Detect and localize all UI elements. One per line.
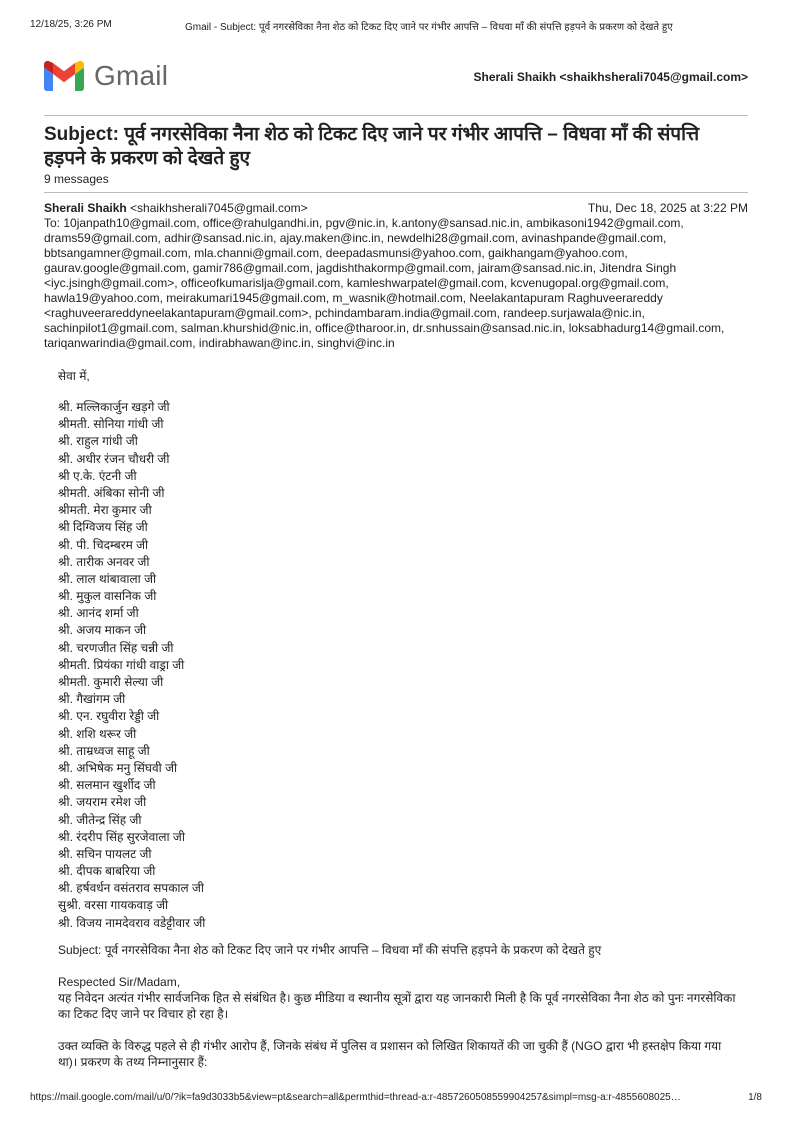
addressee: श्री. गैखांगम जी [58,692,126,707]
addressee: श्री. ताम्रध्वज साहू जी [58,743,150,758]
paragraph-allegations: उक्त व्यक्ति के विरुद्ध पहले से ही गंभीर आरोप हैं, जिनके संबंध में पुलिस व प्रशासन को लिखित शिकायतें की जा चुकी हैं (NGO द्वारा भी हस्तक्षेप किया गया था)। प्रकरण के तथ्य निम्नानुसार हैं: [58,1038,722,1069]
addressee: श्रीमती. सोनिया गांधी जी [58,417,164,432]
addressee: श्री. सचिन पायलट जी [58,846,152,861]
account-identity: Sherali Shaikh <shaikhsherali7045@gmail.com> [473,70,748,84]
addressee: श्री. चरणजीत सिंह चन्नी जी [58,640,174,655]
print-url: https://mail.google.com/mail/u/0/?ik=fa9d3033b5&view=pt&search=all&permthid=thread-a:r-4857260508559904257&simpl=msg-a:r-4855608025… [30,1092,681,1103]
addressee: सुश्री. वरसा गायकवाड़ जी [58,898,169,913]
message-count: 9 messages [44,172,109,186]
message-body [58,368,738,1070]
addressee: श्रीमती. अंबिका सोनी जी [58,485,165,500]
addressee: श्री. मुकुल वासनिक जी [58,589,157,604]
addressee: श्री. सलमान खुर्शीद जी [58,778,156,793]
addressee: श्री. विजय नामदेवराव वडेट्टीवार जी [58,915,206,930]
sender-name: Sherali Shaikh [44,201,127,215]
addressee: श्री. पी. चिदम्बरम जी [58,537,149,552]
addressee: श्री. आनंद शर्मा जी [58,606,139,621]
addressee: श्री. राहुल गांधी जी [58,434,138,449]
body-subject-line: Subject: पूर्व नगरसेविका नैना शेठ को टिकट दिए जाने पर गंभीर आपत्ति – विधवा माँ की संपत्ति हड़पने के प्रकरण को देखते हुए [58,942,602,957]
paragraph-intro: यह निवेदन अत्यंत गंभीर सार्वजनिक हित से संबंधित है। कुछ मीडिया व स्थानीय सूत्रों द्वारा यह जानकारी मिली है कि पूर्व नगरसेविका नैना शेठ को पुनः नगरसेविका का टिकट दिए जाने पर विचार हो रहा है। [58,990,736,1021]
header-divider [44,115,748,116]
thread-subject: Subject: पूर्व नगरसेविका नैना शेठ को टिकट दिए जाने पर गंभीर आपत्ति – विधवा माँ की संपत्ति हड़पने के प्रकरण को देखते हुए [44,124,700,169]
recipients-list: To: 10janpath10@gmail.com, office@rahulgandhi.in, pgv@nic.in, k.antony@sansad.nic.in, ambikasoni1942@gmail.com, drams59@gmail.com, adhir@sansad.nic.in, ajay.maken@inc.in, newdelhi28@gmail.com, avinashpande@gmail.com, bbtsangamner@gmail.com, mla.channi@gmail.com, deepadasmunsi@yahoo.com, gaikhangam@yahoo.com, gaurav.google@gmail.com, gamir786@gmail.com, jagdishthakormp@gmail.com, jairam@sansad.nic.in, Jitendra Singh <iyc.jsingh@gmail.com>, officeofkumarislja@gmail.com, kamleshwarpatel@gmail.com, kcvenugopal.org@gmail.com, hawla19@yahoo.com, meirakumari1945@gmail.com, m_wasnik@hotmail.com, Neelakantapuram Raghuveerareddy <raghuveerareddyneelakantapuram@gmail.com>, pchindambaram.india@gmail.com, randeep.surjawala@nic.in, sachinpilot1@gmail.com, salman.khurshid@nic.in, office@tharoor.in, dr.snhussain@sansad.nic.in, loksabhadurg14@gmail.com, tariqanwarindia@gmail.com, indirabhawan@inc.in, singhvi@inc.in [44,216,725,350]
message-sender [44,201,308,215]
addressee: श्री. जयराम रमेश जी [58,795,147,810]
addressee: श्री. अजय माकन जी [58,623,147,638]
addressee: श्री दिग्विजय सिंह जी [58,520,148,535]
addressee: श्री. हर्षवर्धन वसंतराव सपकाल जी [58,881,205,896]
print-datetime: 12/18/25, 3:26 PM [30,19,112,30]
message-date: Thu, Dec 18, 2025 at 3:22 PM [587,201,748,215]
page-number: 1/8 [748,1092,762,1103]
gmail-wordmark: Gmail [94,60,169,91]
addressee-list [58,399,738,932]
addressee: श्री. शशि थरूर जी [58,726,137,741]
print-page-title: Gmail - Subject: पूर्व नगरसेविका नैना शेठ को टिकट दिए जाने पर गंभीर आपत्ति – विधवा माँ की संपत्ति हड़पने के प्रकरण को देखते हुए [185,22,673,33]
subject-divider [44,192,748,193]
addressee: श्रीमती. प्रियंका गांधी वाड्रा जी [58,657,185,672]
addressee: श्री. तारीक अनवर जी [58,554,150,569]
sender-email: <shaikhsherali7045@gmail.com> [130,201,308,215]
addressee: श्री. मल्लिकार्जुन खड़गे जी [58,400,170,414]
addressee: श्री. लाल थांबावाला जी [58,571,157,586]
addressee: श्रीमती. कुमारी सेल्या जी [58,675,164,689]
addressee: श्री. रंदरीप सिंह सुरजेवाला जी [58,829,185,844]
addressee: श्री. अभिषेक मनु सिंघवी जी [58,760,178,775]
addressee: श्री. दीपक बाबरिया जी [58,864,156,879]
addressee: श्री. जीतेन्द्र सिंह जी [58,812,142,827]
addressee: श्रीमती. मेरा कुमार जी [58,503,152,518]
salutation: सेवा में, [58,369,90,383]
addressee: श्री. अधीर रंजन चौधरी जी [58,451,170,466]
addressee: श्री. एन. रघुवीरा रेड्डी जी [58,709,160,724]
gmail-m-icon [44,61,84,91]
greeting: Respected Sir/Madam, [58,974,181,989]
gmail-logo [44,57,168,95]
addressee: श्री ए.के. एंटनी जी [58,468,137,483]
